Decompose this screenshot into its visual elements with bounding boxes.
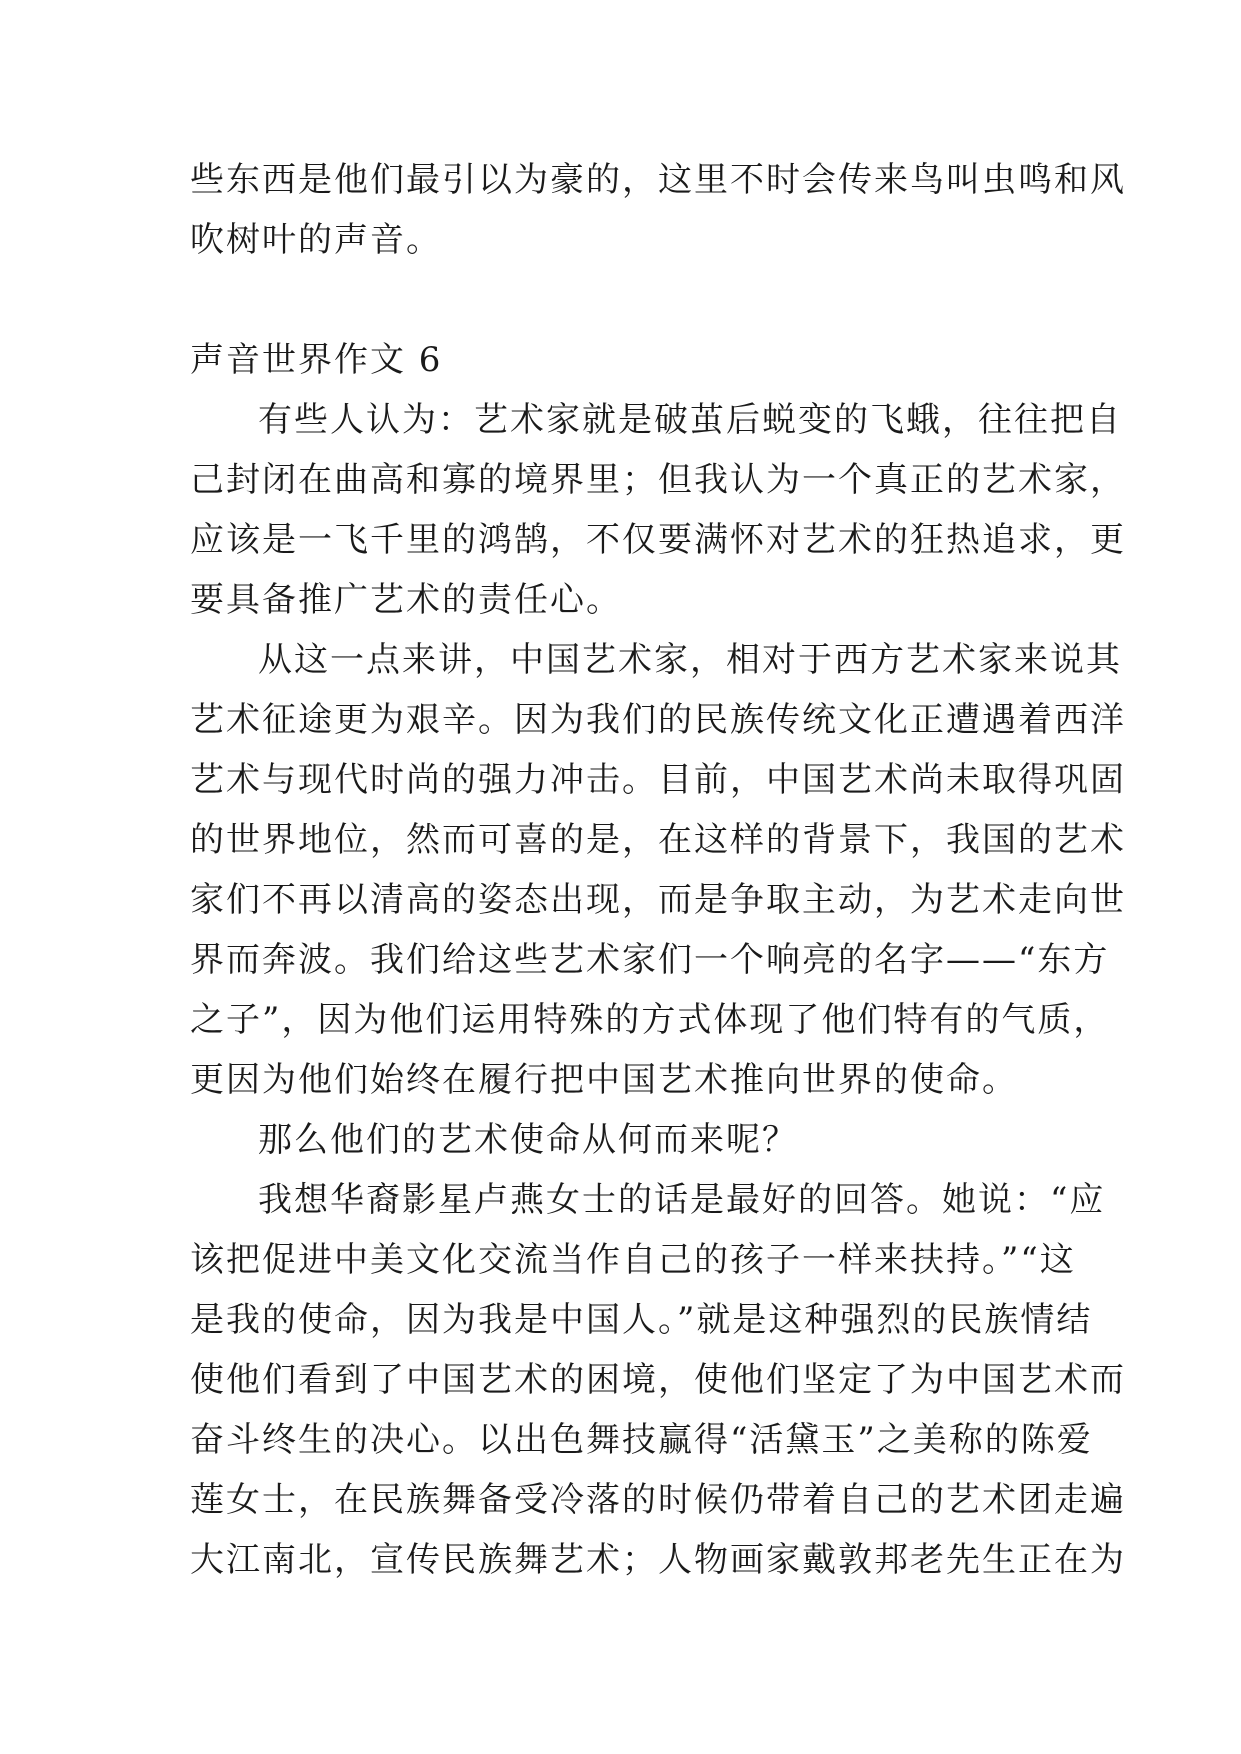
paragraph-line: 该把促进中美文化交流当作自己的孩子一样来扶持。”“这 <box>190 1240 1076 1280</box>
paragraph-line: 艺术与现代时尚的强力冲击。目前，中国艺术尚未取得巩固 <box>190 760 1126 800</box>
paragraph-line: 艺术征途更为艰辛。因为我们的民族传统文化正遭遇着西洋 <box>190 700 1126 740</box>
paragraph-line: 吹树叶的声音。 <box>190 220 442 260</box>
paragraph-line: 应该是一飞千里的鸿鹄，不仅要满怀对艺术的狂热追求，更 <box>190 520 1126 560</box>
paragraph-line: 界而奔波。我们给这些艺术家们一个响亮的名字——“东方 <box>190 940 1110 980</box>
paragraph-line: 己封闭在曲高和寡的境界里；但我认为一个真正的艺术家， <box>190 460 1126 500</box>
paragraph-line: 从这一点来讲，中国艺术家，相对于西方艺术家来说其 <box>258 640 1122 680</box>
paragraph-line: 之子”，因为他们运用特殊的方式体现了他们特有的气质， <box>190 1000 1110 1040</box>
paragraph-line: 大江南北，宣传民族舞艺术；人物画家戴敦邦老先生正在为 <box>190 1540 1126 1580</box>
paragraph-line: 些东西是他们最引以为豪的，这里不时会传来鸟叫虫鸣和风 <box>190 160 1126 200</box>
paragraph-line: 家们不再以清高的姿态出现，而是争取主动，为艺术走向世 <box>190 880 1126 920</box>
paragraph-line: 有些人认为：艺术家就是破茧后蜕变的飞蛾，往往把自 <box>258 400 1122 440</box>
paragraph-line: 使他们看到了中国艺术的困境，使他们坚定了为中国艺术而 <box>190 1360 1126 1400</box>
paragraph-line: 奋斗终生的决心。以出色舞技赢得“活黛玉”之美称的陈爱 <box>190 1420 1093 1460</box>
paragraph-line: 是我的使命，因为我是中国人。”就是这种强烈的民族情结 <box>190 1300 1093 1340</box>
paragraph-line: 要具备推广艺术的责任心。 <box>190 580 622 620</box>
paragraph-line: 的世界地位，然而可喜的是，在这样的背景下，我国的艺术 <box>190 820 1126 860</box>
paragraph-line: 那么他们的艺术使命从何而来呢？ <box>258 1120 798 1160</box>
section-title: 声音世界作文 6 <box>190 340 443 380</box>
paragraph-line: 我想华裔影星卢燕女士的话是最好的回答。她说：“应 <box>258 1180 1106 1220</box>
paragraph-line: 莲女士，在民族舞备受冷落的时候仍带着自己的艺术团走遍 <box>190 1480 1126 1520</box>
paragraph-line: 更因为他们始终在履行把中国艺术推向世界的使命。 <box>190 1060 1018 1100</box>
